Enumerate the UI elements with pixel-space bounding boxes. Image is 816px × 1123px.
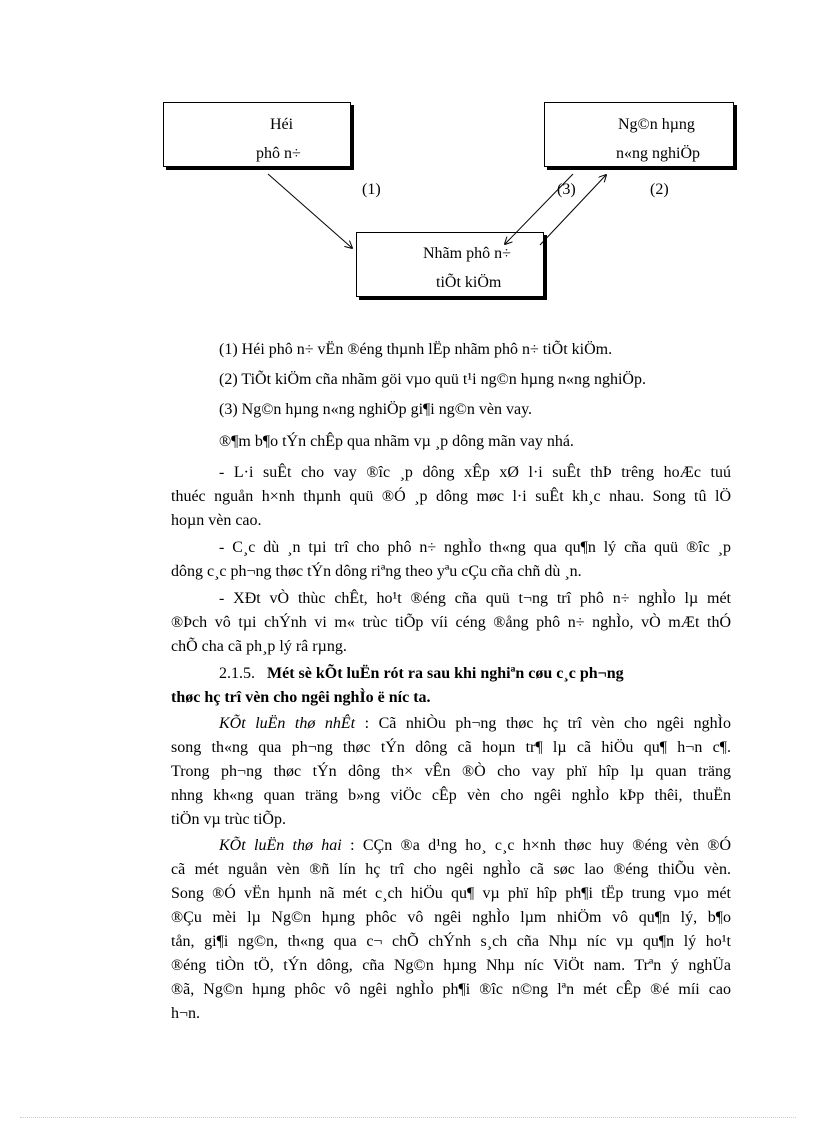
- conclusion-second-title: KÕt luËn thø hai: [219, 837, 342, 854]
- paragraph-interest-rate: - L·i suÊt cho vay ®îc ¸p dông xÊp xØ l·i suÊt thÞ trêng hoÆc tuú thuéc nguån h×nh thµnh quü ®Ó ¸p dông møc l·i suÊt kh¸c nhau. Song tû lÖ hoµn vèn cao.: [171, 464, 731, 529]
- list-item-4: ®¶m b¶o tÝn chÊp qua nhãm vµ ¸p dông mãn vay nhá.: [219, 433, 574, 450]
- arrow-1: [268, 174, 352, 248]
- section-title-line1: Mét sè kÕt luËn rót ra sau khi nghiªn cøu c¸c ph¬ng: [267, 665, 624, 682]
- list-item-2: (2) TiÕt kiÖm cña nhãm göi vµo quü t¹i ng©n hµng n«ng nghiÖp.: [219, 371, 646, 388]
- box-agribank-line1: Ng©n hµng: [618, 116, 695, 133]
- label-arrow-3: (3): [557, 181, 576, 198]
- section-heading: [171, 662, 731, 710]
- section-title-line2: thøc hç trî vèn cho ngêi nghÌo ë níc ta.: [171, 689, 431, 706]
- label-arrow-2: (2): [650, 181, 669, 198]
- list-item-3: (3) Ng©n hµng n«ng nghiÖp gi¶i ng©n vèn vay.: [219, 401, 533, 418]
- box-savings-group-line1: Nhãm phô n÷: [423, 245, 511, 262]
- conclusion-first-title: KÕt luËn thø nhÊt: [219, 715, 356, 732]
- box-agribank-line2: n«ng nghiÖp: [616, 145, 700, 162]
- box-savings-group-line2: tiÕt kiÖm: [436, 274, 502, 291]
- conclusion-first: KÕt luËn thø nhÊt : Cã nhiÒu ph¬ng thøc hç trî vèn cho ngêi nghÌo song th«ng qua ph¬ng thøc tÝn dông cã hoµn tr¶ lµ cã hiÖu qu¶ h¬n c¶. Trong ph¬ng thøc tÝn dông th× vÊn ®Ò cho vay phï hîp lµ quan träng nhng kh«ng quan träng b»ng viÖc cÊp vèn cho ngêi nghÌo kÞp thêi, thuËn tiÖn vµ trùc tiÕp.: [171, 715, 732, 828]
- label-arrow-1: (1): [362, 181, 381, 198]
- paragraph-nature: - XÐt vÒ thùc chÊt, ho¹t ®éng cña quü t¬ng trî phô n÷ nghÌo lµ mét ®Þch vô tµi chÝnh vi m« trùc tiÕp víi céng ®ång phô n÷ nghÌo, vÒ mÆt thÓ chÕ cha cã ph¸p lý râ rµng.: [171, 590, 731, 655]
- footer-dotted-rule: [20, 1117, 796, 1118]
- paragraph-projects: - C¸c dù ¸n tµi trî cho phô n÷ nghÌo th«ng qua qu¶n lý cña quü ®îc ¸p dông c¸c ph¬ng thøc tÝn dông riªng theo yªu cÇu cña chñ dù ¸n.: [171, 539, 731, 580]
- diagram-arrows: [0, 0, 816, 320]
- list-item-1: (1) Héi phô n÷ vËn ®éng thµnh lËp nhãm phô n÷ tiÕt kiÖm.: [219, 341, 613, 358]
- box-womens-union-line2: phô n÷: [256, 145, 301, 162]
- conclusion-second: KÕt luËn thø hai : CÇn ®a d¹ng ho¸ c¸c h×nh thøc huy ®éng vèn ®Ó cã mét nguån vèn ®ñ lín hç trî cho ngêi nghÌo cã søc lao ®éng thiÕu vèn. Song ®Ó vËn hµnh nã mét c¸ch hiÖu qu¶ vµ phï hîp ph¶i tËp trung vµo mét ®Çu mèi lµ Ng©n hµng phôc vô ngêi nghÌo lµm nhiÖm vô qu¶n lý, b¶o tån, gi¶i ng©n, th«ng qua c¬ chÕ chÝnh s¸ch cña Nhµ níc vµ qu¶n lý ho¹t ®éng tiÒn tÖ, tÝn dông, cña Ng©n hµng Nhµ níc ViÖt nam. Trªn ý nghÜa ®ã, Ng©n hµng phôc vô ngêi nghÌo ph¶i ®îc n©ng lªn mét cÊp ®é míi cao h¬n.: [171, 837, 732, 1022]
- box-womens-union-line1: Héi: [270, 116, 294, 133]
- section-number: 2.1.5.: [219, 665, 255, 682]
